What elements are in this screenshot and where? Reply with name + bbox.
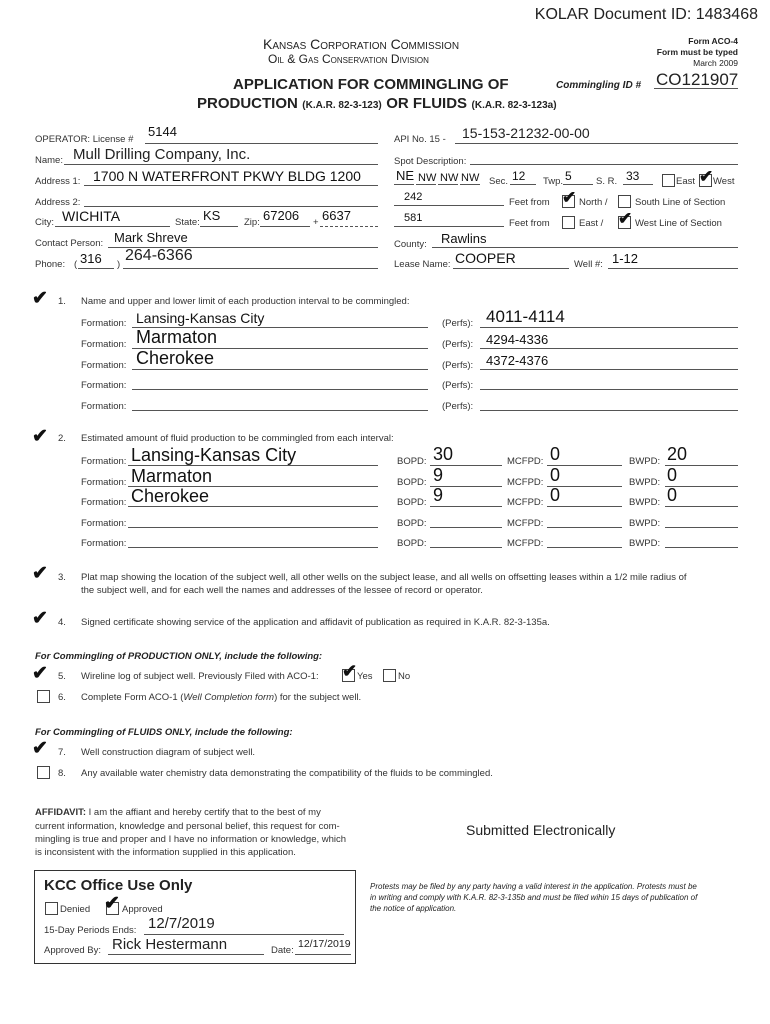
item1-text: Name and upper and lower limit of each production interval to be commingled:: [81, 296, 410, 307]
approved-check-icon: ✔: [104, 893, 120, 914]
formation-label: Formation:: [81, 401, 127, 412]
north-check-icon: ✔: [562, 188, 577, 207]
api-label: API No. 15 -: [394, 134, 446, 145]
sec-label: Sec.: [489, 176, 509, 187]
item6-text-b: Well Completion form: [183, 692, 275, 703]
address2-label: Address 2:: [35, 197, 81, 208]
approved-label: Approved: [122, 904, 163, 915]
bopd-value[interactable]: 30: [433, 444, 454, 464]
affidavit-label: AFFIDAVIT:: [35, 807, 87, 818]
formation-label: Formation:: [81, 380, 127, 391]
formation-name[interactable]: Lansing-Kansas City: [131, 445, 297, 465]
bopd-label: BOPD:: [397, 497, 427, 508]
feet-from-label-1: Feet from: [509, 197, 550, 208]
address1-label: Address 1:: [35, 176, 81, 187]
spot-quarter-3[interactable]: NW: [440, 172, 459, 184]
zip[interactable]: 67206: [263, 208, 300, 223]
form-title-line2: [197, 95, 557, 113]
formation-label: Formation:: [81, 518, 127, 529]
item6-checkbox[interactable]: [37, 690, 50, 703]
name-label: Name:: [35, 155, 63, 166]
item2-number: 2.: [58, 433, 66, 444]
zip4[interactable]: 6637: [322, 208, 351, 223]
form-number: Form ACO-4: [688, 36, 738, 46]
east2-label: East /: [579, 218, 604, 229]
denied-checkbox[interactable]: [45, 902, 58, 915]
item6-text: [81, 692, 361, 703]
state[interactable]: KS: [203, 208, 221, 223]
approved-by-label: Approved By:: [44, 945, 102, 956]
formation-label: Formation:: [81, 477, 127, 488]
formation-name[interactable]: Lansing-Kansas City: [136, 310, 265, 326]
formation-name[interactable]: Cherokee: [131, 486, 210, 506]
item7-text: Well construction diagram of subject well.: [81, 747, 256, 758]
item7-check-icon[interactable]: ✔: [32, 738, 48, 759]
item4-number: 4.: [58, 617, 66, 628]
section[interactable]: 12: [512, 169, 526, 183]
mcfpd-value[interactable]: 0: [550, 444, 561, 464]
license-number[interactable]: 5144: [148, 124, 177, 139]
perfs-label: (Perfs):: [442, 339, 474, 350]
bwpd-label: BWPD:: [629, 497, 661, 508]
no-checkbox[interactable]: [383, 669, 396, 682]
mcfpd-value[interactable]: 0: [550, 485, 561, 505]
approved-by[interactable]: Rick Hestermann: [112, 936, 228, 953]
perfs-label: (Perfs):: [442, 380, 474, 391]
form-typed-note: Form must be typed: [656, 47, 738, 57]
form-title-line1: APPLICATION FOR COMMINGLING OF: [233, 76, 509, 93]
kolar-document-id: KOLAR Document ID: 1483468: [534, 6, 758, 23]
item4-check-icon[interactable]: ✔: [32, 608, 48, 629]
formation-label: Formation:: [81, 318, 127, 329]
contact-label: Contact Person:: [35, 238, 104, 249]
mcfpd-label: MCFPD:: [507, 518, 544, 529]
item1-number: 1.: [58, 296, 66, 307]
formation-name[interactable]: Marmaton: [136, 327, 218, 347]
bwpd-value[interactable]: 20: [667, 444, 688, 464]
formation-name[interactable]: Marmaton: [131, 466, 213, 486]
item8-checkbox[interactable]: [37, 766, 50, 779]
yes-check-icon: ✔: [342, 661, 358, 681]
state-label: State:: [175, 217, 200, 228]
bwpd-label: BWPD:: [629, 456, 661, 467]
yes-label: Yes: [357, 671, 373, 682]
perfs-interval[interactable]: 4294-4336: [486, 332, 549, 347]
footage-ew[interactable]: 581: [404, 212, 423, 224]
item3-number: 3.: [58, 572, 66, 583]
east2-checkbox[interactable]: [562, 216, 575, 229]
denied-label: Denied: [60, 904, 91, 915]
phone-number[interactable]: 264-6366: [125, 247, 193, 264]
mcfpd-label: MCFPD:: [507, 538, 544, 549]
spot-label: Spot Description:: [394, 156, 467, 167]
phone-open-paren: (: [74, 259, 78, 270]
form-date: March 2009: [693, 58, 738, 68]
bopd-label: BOPD:: [397, 477, 427, 488]
west2-check-icon: ✔: [618, 209, 633, 228]
perfs-label: (Perfs):: [442, 360, 474, 371]
periods-end-date[interactable]: 12/7/2019: [148, 915, 215, 932]
operator-name[interactable]: Mull Drilling Company, Inc.: [73, 146, 251, 163]
zip-label: Zip:: [244, 217, 260, 228]
item6-text-a: Complete Form ACO-1 (: [81, 692, 184, 703]
phone-label: Phone:: [35, 259, 66, 270]
bopd-label: BOPD:: [397, 518, 427, 529]
affidavit-line3: mingling is true and proper and I have no information or knowledge, which: [35, 834, 347, 845]
west-label: West: [713, 176, 735, 187]
formation-name[interactable]: Cherokee: [136, 348, 215, 368]
perfs-interval[interactable]: 4011-4114: [486, 307, 565, 326]
well-number-label: Well #:: [574, 259, 603, 270]
east-label: East: [676, 176, 696, 187]
item3-check-icon[interactable]: ✔: [32, 563, 48, 584]
address1[interactable]: 1700 N WATERFRONT PKWY BLDG 1200: [93, 168, 361, 184]
formation-label: Formation:: [81, 339, 127, 350]
phone-area-code[interactable]: 316: [80, 251, 102, 266]
city-label: City:: [35, 217, 54, 228]
s-r-label: S. R.: [596, 176, 618, 187]
city[interactable]: WICHITA: [62, 208, 121, 224]
formation-label: Formation:: [81, 456, 127, 467]
item5-text: Wireline log of subject well. Previously Filed with ACO-1:: [81, 671, 319, 682]
formation-label: Formation:: [81, 538, 127, 549]
range[interactable]: 33: [626, 169, 640, 183]
spot-quarter-2[interactable]: NW: [418, 172, 437, 184]
protest-line2: in writing and comply with K.A.R. 82-3-135b and must be filed wihin 15 days of publication of: [370, 893, 698, 902]
north-label: North /: [579, 197, 608, 208]
item2-check-icon[interactable]: ✔: [32, 426, 48, 447]
west-check-icon: ✔: [699, 167, 714, 186]
bopd-label: BOPD:: [397, 538, 427, 549]
item1-check-icon[interactable]: ✔: [32, 288, 48, 309]
south-label: South Line of Section: [635, 197, 726, 208]
bwpd-label: BWPD:: [629, 538, 661, 549]
protest-line3: the notice of application.: [370, 904, 457, 913]
title-fluids: OR FLUIDS: [386, 95, 468, 112]
mcfpd-label: MCFPD:: [507, 497, 544, 508]
kcc-title: KCC Office Use Only: [44, 877, 193, 894]
approved-date[interactable]: 12/17/2019: [298, 938, 351, 950]
bwpd-value[interactable]: 0: [667, 465, 678, 485]
no-label: No: [398, 671, 411, 682]
county[interactable]: Rawlins: [441, 231, 487, 246]
bwpd-label: BWPD:: [629, 518, 661, 529]
township[interactable]: 5: [565, 169, 572, 183]
title-production: PRODUCTION: [197, 95, 298, 112]
mcfpd-label: MCFPD:: [507, 456, 544, 467]
item2-text: Estimated amount of fluid production to be commingled from each interval:: [81, 433, 394, 444]
affidavit-line2: current information, knowledge and personal belief, this request for com-: [35, 821, 340, 832]
item8-number: 8.: [58, 768, 66, 779]
agency-name: Kansas Corporation Commission: [263, 36, 460, 52]
footage-ns[interactable]: 242: [404, 191, 423, 203]
item5-check-icon[interactable]: ✔: [32, 663, 48, 684]
division-name: Oil & Gas Conservation Division: [268, 52, 429, 66]
item6-number: 6.: [58, 692, 66, 703]
commingling-id[interactable]: CO121907: [656, 70, 739, 89]
item3-text-line1: Plat map showing the location of the subject well, all other wells on the subject lease, and all wells on offsetting leases within a 1/2 mile radius of: [81, 572, 687, 583]
formation-label: Formation:: [81, 360, 127, 371]
mcfpd-label: MCFPD:: [507, 477, 544, 488]
east-checkbox[interactable]: [662, 174, 675, 187]
title-kar-production: (K.A.R. 82-3-123): [302, 100, 382, 111]
item3-text-line2: the subject well, and for each well the names and addresses of the lessee of record or operator.: [81, 585, 483, 596]
bwpd-value[interactable]: 0: [667, 485, 678, 505]
perfs-interval[interactable]: 4372-4376: [486, 353, 549, 368]
phone-close-paren: ): [117, 259, 121, 270]
contact-person[interactable]: Mark Shreve: [114, 230, 188, 245]
lease-label: Lease Name:: [394, 259, 451, 270]
affidavit-line1: [35, 807, 321, 818]
title-kar-fluids: (K.A.R. 82-3-123a): [471, 100, 557, 111]
affidavit-text-1: I am the affiant and hereby certify that to the best of my: [88, 807, 321, 818]
periods-label: 15-Day Periods Ends:: [44, 925, 137, 936]
affidavit-line4: is inconsistent with the information supplied in this application.: [35, 847, 296, 858]
south-checkbox[interactable]: [618, 195, 631, 208]
bopd-value[interactable]: 9: [433, 485, 444, 505]
formation-label: Formation:: [81, 497, 127, 508]
county-label: County:: [394, 239, 427, 250]
protest-line1: Protests may be filed by any party having a valid interest in the application. Protests must be: [370, 882, 697, 891]
bopd-value[interactable]: 9: [433, 465, 444, 485]
date-label: Date:: [271, 945, 294, 956]
perfs-label: (Perfs):: [442, 318, 474, 329]
mcfpd-value[interactable]: 0: [550, 465, 561, 485]
item4-text: Signed certificate showing service of the application and affidavit of publication as required in K.A.R. 82-3-135a.: [81, 617, 550, 628]
submitted-electronically: Submitted Electronically: [466, 822, 616, 838]
item8-text: Any available water chemistry data demonstrating the compatibility of the fluids to be commingled.: [81, 768, 493, 779]
zip-plus: +: [313, 217, 319, 228]
bopd-label: BOPD:: [397, 456, 427, 467]
bwpd-label: BWPD:: [629, 477, 661, 488]
item6-text-c: ) for the subject well.: [274, 692, 362, 703]
spot-quarter-1[interactable]: NE: [396, 168, 415, 183]
commingling-id-label: Commingling ID #: [556, 80, 641, 91]
west2-label: West Line of Section: [635, 218, 722, 229]
well-number[interactable]: 1-12: [612, 251, 639, 266]
item5-number: 5.: [58, 671, 66, 682]
lease-name[interactable]: COOPER: [455, 250, 516, 266]
operator-license-label: OPERATOR: License #: [35, 134, 134, 145]
feet-from-label-2: Feet from: [509, 218, 550, 229]
item7-number: 7.: [58, 747, 66, 758]
production-only-heading: For Commingling of PRODUCTION ONLY, include the following:: [35, 651, 323, 662]
spot-quarter-4[interactable]: NW: [461, 172, 480, 184]
fluids-only-heading: For Commingling of FLUIDS ONLY, include the following:: [35, 727, 293, 738]
perfs-label: (Perfs):: [442, 401, 474, 412]
api-number[interactable]: 15-153-21232-00-00: [462, 125, 590, 141]
twp-label: Twp.: [543, 176, 564, 187]
